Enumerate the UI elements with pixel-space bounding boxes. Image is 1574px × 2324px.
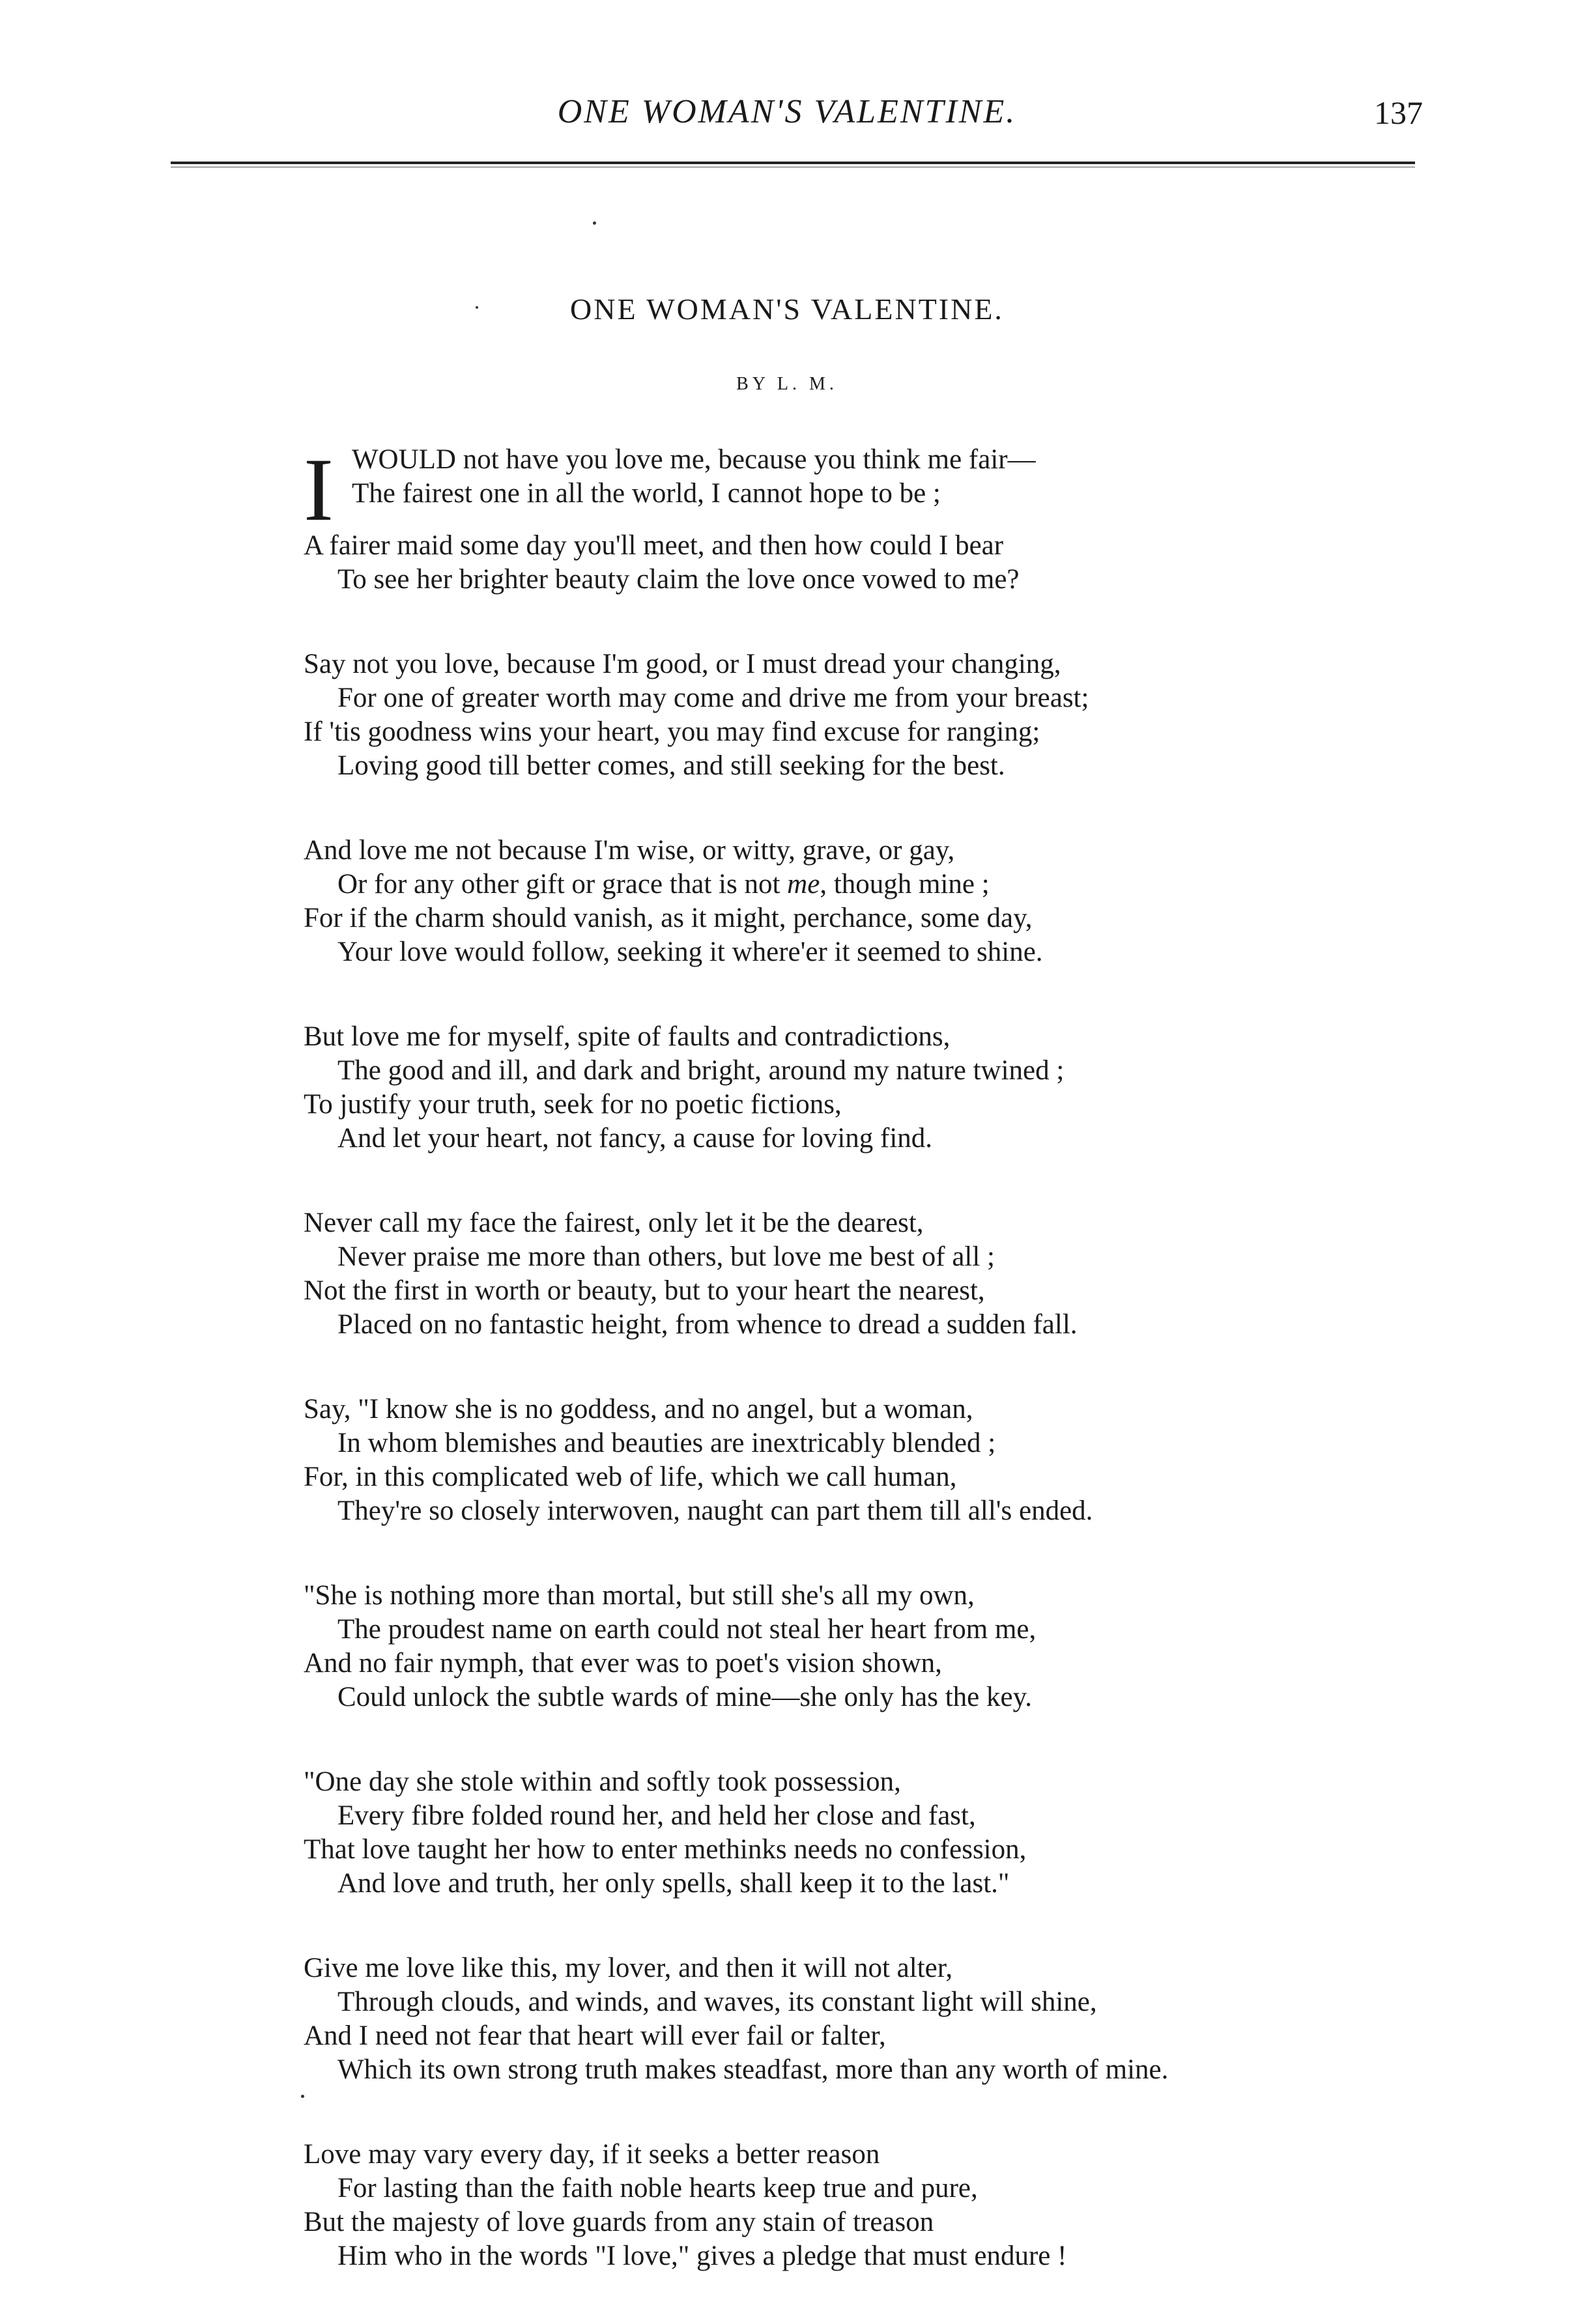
- stanza: [304, 1579, 1528, 1714]
- poem-line: And let your heart, not fancy, a cause for loving find.: [337, 1123, 933, 1154]
- emphasis-word: me: [787, 869, 820, 900]
- poem-line: Could unlock the subtle wards of mine—she only has the key.: [337, 1682, 1033, 1712]
- poem-line: Your love would follow, seeking it where'er it seemed to shine.: [337, 937, 1043, 967]
- poem-line: For if the charm should vanish, as it might, perchance, some day,: [304, 903, 1033, 933]
- drop-cap: I: [304, 440, 334, 539]
- print-speck: [593, 221, 596, 225]
- poem-line: Love may vary every day, if it seeks a better reason: [304, 2139, 880, 2170]
- poem-body: [304, 440, 1528, 2324]
- poem-line: Him who in the words "I love," gives a pledge that must endure !: [337, 2241, 1067, 2271]
- poem-line: Never praise me more than others, but love me best of all ;: [337, 1241, 995, 1272]
- poem-line: But love me for myself, spite of faults and contradictions,: [304, 1021, 951, 1052]
- stanza: [304, 1765, 1528, 1901]
- poem-line: Every fibre folded round her, and held her close and fast,: [337, 1800, 976, 1831]
- poem-line: A fairer maid some day you'll meet, and then how could I bear: [304, 530, 1004, 561]
- poem-line: And I need not fear that heart will ever fail or falter,: [304, 2020, 886, 2051]
- stanza: [304, 1393, 1528, 1528]
- poem-line: To see her brighter beauty claim the love once vowed to me?: [337, 564, 1020, 595]
- stanza: [304, 1951, 1528, 2087]
- poem-byline: BY L. M.: [736, 374, 838, 394]
- running-header: [0, 92, 1574, 145]
- poem-line: That love taught her how to enter methinks needs no confession,: [304, 1834, 1027, 1865]
- poem-line: The fairest one in all the world, I cannot hope to be ;: [351, 478, 941, 509]
- poem-title: ONE WOMAN'S VALENTINE.: [570, 292, 1004, 326]
- stanza: [304, 1206, 1528, 1342]
- poem-line-tail: , though mine ;: [820, 869, 990, 900]
- poem-line: Through clouds, and winds, and waves, its constant light will shine,: [337, 1987, 1097, 2017]
- poem-line: For lasting than the faith noble hearts keep true and pure,: [337, 2173, 978, 2204]
- poem-line: The proudest name on earth could not steal her heart from me,: [337, 1614, 1037, 1645]
- poem-line: Give me love like this, my lover, and then it will not alter,: [304, 1953, 953, 1983]
- poem-line: "She is nothing more than mortal, but still she's all my own,: [304, 1580, 975, 1611]
- poem-line: And no fair nymph, that ever was to poet's vision shown,: [304, 1648, 942, 1679]
- poem-line: Say not you love, because I'm good, or I must dread your changing,: [304, 649, 1061, 679]
- page-number: 137: [1374, 94, 1423, 131]
- poem-line: For one of greater worth may come and drive me from your breast;: [337, 683, 1089, 713]
- running-title: ONE WOMAN'S VALENTINE.: [557, 93, 1017, 130]
- poem-line: And love me not because I'm wise, or witty, grave, or gay,: [304, 835, 955, 866]
- poem-line: WOULD not have you love me, because you think me fair—: [351, 444, 1036, 475]
- stanza: [304, 2138, 1528, 2273]
- poem-line: [304, 868, 1528, 901]
- stanza: [304, 647, 1528, 783]
- stanza: [304, 440, 1528, 597]
- poem-line: Which its own strong truth makes steadfast, more than any worth of mine.: [337, 2054, 1169, 2085]
- poem-line: If 'tis goodness wins your heart, you may find excuse for ranging;: [304, 716, 1040, 747]
- poem-line-text: Or for any other gift or grace that is not: [337, 869, 780, 900]
- poem-line: Placed on no fantastic height, from whence to dread a sudden fall.: [337, 1309, 1078, 1340]
- poem-line: The good and ill, and dark and bright, around my nature twined ;: [337, 1055, 1065, 1086]
- poem-line: To justify your truth, seek for no poetic fictions,: [304, 1089, 842, 1120]
- header-rule: [171, 162, 1415, 164]
- stanza: [304, 834, 1528, 969]
- poem-line: In whom blemishes and beauties are inextricably blended ;: [337, 1428, 996, 1458]
- poem-line: They're so closely interwoven, naught can part them till all's ended.: [337, 1495, 1093, 1526]
- poem-line: And love and truth, her only spells, shall keep it to the last.": [337, 1868, 1010, 1899]
- stanza: [304, 1020, 1528, 1155]
- poem-line: Never call my face the fairest, only let it be the dearest,: [304, 1208, 924, 1238]
- poem-line: Not the first in worth or beauty, but to your heart the nearest,: [304, 1275, 985, 1306]
- poem-line: "One day she stole within and softly took possession,: [304, 1766, 901, 1797]
- poem-line: But the majesty of love guards from any stain of treason: [304, 2207, 934, 2237]
- poem-line: Loving good till better comes, and still seeking for the best.: [337, 750, 1005, 781]
- poem-line: Say, "I know she is no goddess, and no angel, but a woman,: [304, 1394, 973, 1424]
- poem-line: For, in this complicated web of life, which we call human,: [304, 1462, 957, 1492]
